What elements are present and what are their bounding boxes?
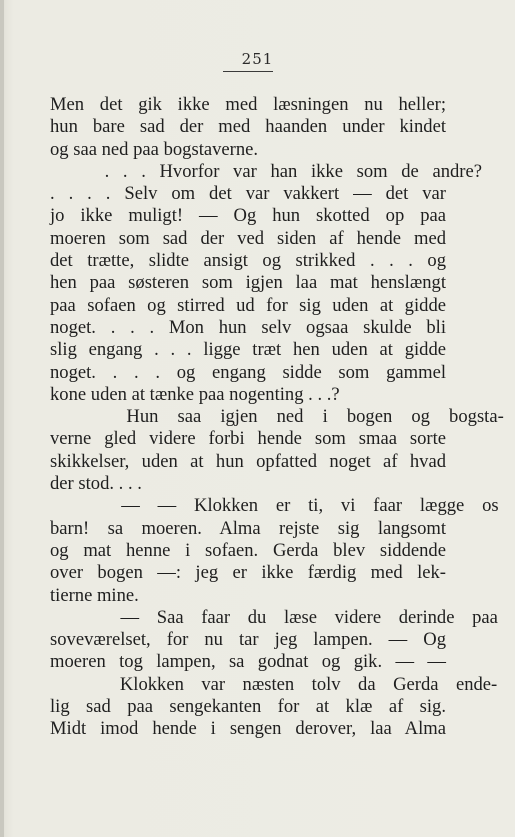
page-number-rule xyxy=(223,71,273,72)
text-line: Men det gik ikke med læsningen nu heller; xyxy=(50,94,446,115)
text-line: og mat henne i sofaen. Gerda blev siddende xyxy=(50,539,446,561)
text-line: moeren som sad der ved siden af hende med xyxy=(50,227,446,249)
text-line: Midt imod hende i sengen derover, laa Alma xyxy=(50,718,446,740)
text-line: der stod. . . . xyxy=(50,473,142,495)
text-line: Klokken var næsten tolv da Gerda ende- xyxy=(50,673,498,695)
text-line: . . . Hvorfor var han ikke som de andre? xyxy=(50,160,483,182)
text-line: over bogen —: jeg er ikke færdig med lek- xyxy=(50,562,446,584)
text-line: paa sofaen og stirred ud for sig uden at gidde xyxy=(50,294,446,316)
text-line: soveværelset, for nu tar jeg lampen. — Og xyxy=(50,629,446,651)
text-line: moeren tog lampen, sa godnat og gik. — — xyxy=(50,651,446,673)
page-gutter-edge xyxy=(0,0,4,837)
text-line: noget. . . . Mon hun selv ogsaa skulde bli xyxy=(50,316,446,338)
text-line: hen paa søsteren som igjen laa mat henslængt xyxy=(50,272,446,294)
text-line: Hun saa igjen ned i bogen og bogsta- xyxy=(50,406,504,428)
text-line: det trætte, slidte ansigt og strikked . . . og xyxy=(50,250,446,272)
text-line: barn! sa moeren. Alma rejste sig langsomt xyxy=(50,517,446,539)
text-line: lig sad paa sengekanten for at klæ af sig. xyxy=(50,696,446,718)
text-line: — — Klokken er ti, vi faar lægge os xyxy=(50,495,499,517)
text-line: kone uden at tænke paa nogenting . . .? xyxy=(50,383,340,405)
page-text-body xyxy=(50,94,504,741)
text-line: slig engang . . . ligge træt hen uden at gidde xyxy=(50,339,446,361)
text-line: . . . . Selv om det var vakkert — det var xyxy=(50,183,446,205)
text-line: noget. . . . og engang sidde som gammel xyxy=(50,361,446,383)
text-line: tierne mine. xyxy=(50,584,139,606)
text-line: hun bare sad der med haanden under kindet xyxy=(50,116,446,138)
text-line: — Saa faar du læse videre derinde paa xyxy=(50,606,498,628)
text-line: jo ikke muligt! — Og hun skotted op paa xyxy=(50,205,446,227)
page-number: 251 xyxy=(241,50,274,68)
text-line: skikkelser, uden at hun opfatted noget af hvad xyxy=(50,450,446,472)
text-line: og saa ned paa bogstaverne. xyxy=(50,138,259,160)
text-line: verne gled videre forbi hende som smaa sorte xyxy=(50,428,446,450)
